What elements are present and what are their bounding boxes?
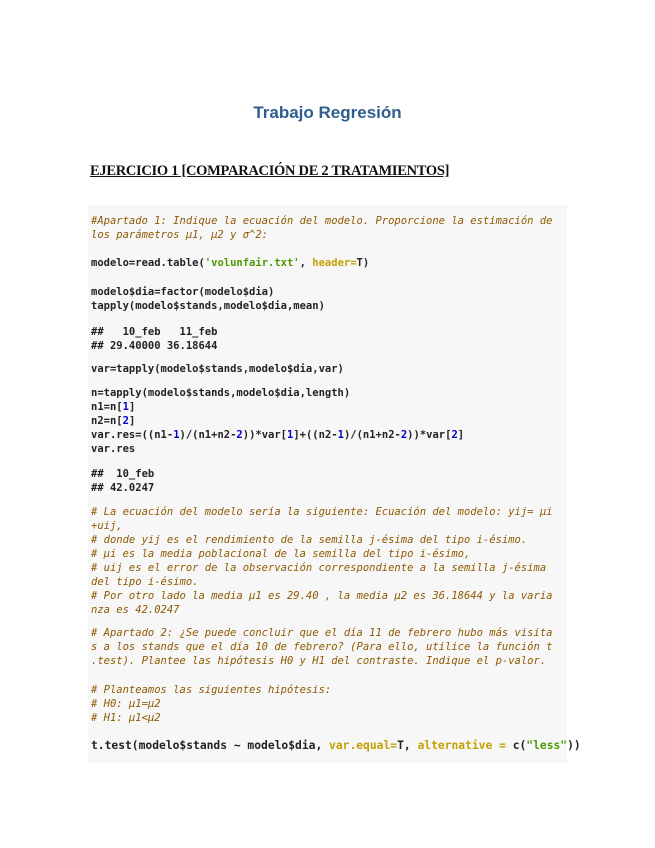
section-heading: EJERCICIO 1 [COMPARACIÓN DE 2 TRATAMIENTOS] xyxy=(90,163,450,179)
keyword-token: var.equal= xyxy=(329,739,398,752)
code-token: ))*var[ xyxy=(407,429,452,441)
code-token: ] xyxy=(128,401,136,413)
output-line: ## 10_feb xyxy=(91,468,155,480)
comment-line: #Apartado 1: Indique la ecuación del modelo. Proporcione la estimación de xyxy=(91,215,553,227)
output-line: ## 42.0247 xyxy=(91,482,155,494)
number-token: 2 xyxy=(400,429,408,441)
comment-line: los parámetros μ1, μ2 y σ^2: xyxy=(91,229,269,241)
string-token: "less" xyxy=(526,739,568,752)
comment-line: # Apartado 2: ¿Se puede concluir que el día 11 de febrero hubo más visita xyxy=(91,627,553,639)
comment-line: # Planteamos las siguientes hipótesis: xyxy=(91,684,332,696)
code-line-t-test xyxy=(91,739,581,753)
code-line: n=tapply(modelo$stands,modelo$dia,length) xyxy=(91,387,351,399)
code-token: var.res=((n1- xyxy=(91,429,174,441)
code-token: t.test(modelo$stands ~ modelo$dia, xyxy=(91,739,330,752)
code-line-read-table xyxy=(91,256,369,270)
code-token: ]+((n2- xyxy=(293,429,338,441)
comment-line: nza es 42.0247 xyxy=(91,604,180,616)
comment-line: # La ecuación del modelo sería la siguiente: Ecuación del modelo: yij= μi xyxy=(91,506,553,518)
code-line xyxy=(91,400,135,414)
code-token: , xyxy=(299,257,313,269)
code-token: )/(n1+n2- xyxy=(343,429,401,441)
comment-line: +uij, xyxy=(91,520,123,532)
code-token: )) xyxy=(567,739,581,752)
comment-line: # H1: μ1<μ2 xyxy=(91,712,161,724)
code-line: tapply(modelo$stands,modelo$dia,mean) xyxy=(91,300,325,312)
number-token: 2 xyxy=(451,429,458,441)
output-line: ## 29.40000 36.18644 xyxy=(91,340,218,352)
code-line: var.res xyxy=(91,443,136,455)
comment-line: # H0: μ1=μ2 xyxy=(91,698,161,710)
code-token: )/(n1+n2- xyxy=(179,429,237,441)
number-token: 1 xyxy=(122,401,129,413)
comment-line: # donde yij es el rendimiento de la semilla j-ésima del tipo i-ésimo. xyxy=(91,534,528,546)
code-line xyxy=(91,428,464,442)
code-token: modelo=read.table( xyxy=(91,257,205,269)
number-token: 2 xyxy=(122,415,129,427)
number-token: 2 xyxy=(236,429,243,441)
comment-line: del tipo i-ésimo. xyxy=(91,576,199,588)
code-token: ))*var[ xyxy=(242,429,288,441)
code-token: T) xyxy=(356,257,370,269)
code-token: n2=n[ xyxy=(91,415,123,427)
code-token: ] xyxy=(457,429,465,441)
comment-line: # uij es el error de la observación correspondiente a la semilla j-ésima xyxy=(91,562,547,574)
code-line: var=tapply(modelo$stands,modelo$dia,var) xyxy=(91,363,344,375)
number-token: 1 xyxy=(287,429,294,441)
comment-line: .test). Plantee las hipótesis H0 y H1 del contraste. Indique el p-valor. xyxy=(91,655,547,667)
keyword-token: header= xyxy=(312,257,357,269)
number-token: 1 xyxy=(173,429,180,441)
code-line xyxy=(91,414,135,428)
number-token: 1 xyxy=(337,429,344,441)
string-token: 'volunfair.txt' xyxy=(204,257,300,269)
keyword-token: alternative = xyxy=(417,739,513,752)
code-token: c( xyxy=(512,739,527,752)
code-line: modelo$dia=factor(modelo$dia) xyxy=(91,286,275,298)
code-token: n1=n[ xyxy=(91,401,123,413)
comment-line: # μi es la media poblacional de la semilla del tipo i-ésimo, xyxy=(91,548,471,560)
document-title: Trabajo Regresión xyxy=(253,103,402,122)
output-line: ## 10_feb 11_feb xyxy=(91,326,218,338)
comment-line: s a los stands que el día 10 de febrero? (Para ello, utilice la función t xyxy=(91,641,553,653)
code-token: T, xyxy=(397,739,418,752)
code-token: ] xyxy=(128,415,136,427)
comment-line: # Por otro lado la media μ1 es 29.40 , la media μ2 es 36.18644 y la varia xyxy=(91,590,553,602)
